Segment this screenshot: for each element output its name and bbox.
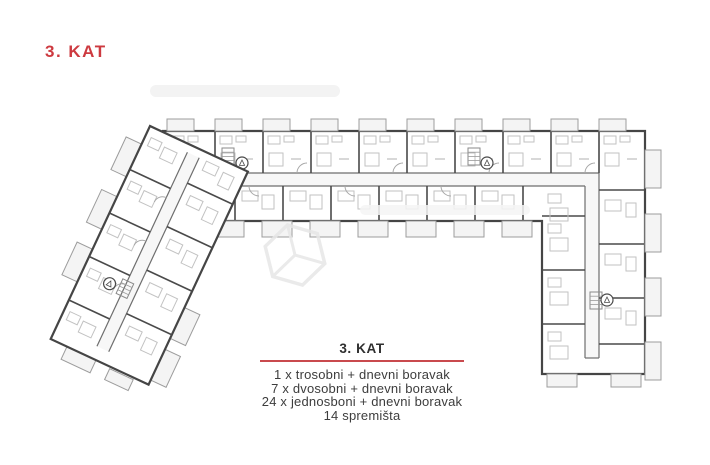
legend-item: 7 x dvosobni + dnevni boravak xyxy=(271,380,453,396)
legend xyxy=(212,341,512,422)
legend-item: 24 x jednosboni + dnevni boravak xyxy=(261,394,463,409)
watermark-band xyxy=(150,85,340,97)
top-balconies xyxy=(167,119,626,131)
legend-underline xyxy=(260,360,464,362)
legend-item: 14 spremišta xyxy=(323,407,401,423)
legend-item: 1 x trosobni + dnevni boravak xyxy=(274,367,450,382)
floor-title: 3. KAT xyxy=(45,42,107,61)
bottom-balconies xyxy=(214,221,532,237)
legend-heading: 3. KAT xyxy=(339,341,385,356)
